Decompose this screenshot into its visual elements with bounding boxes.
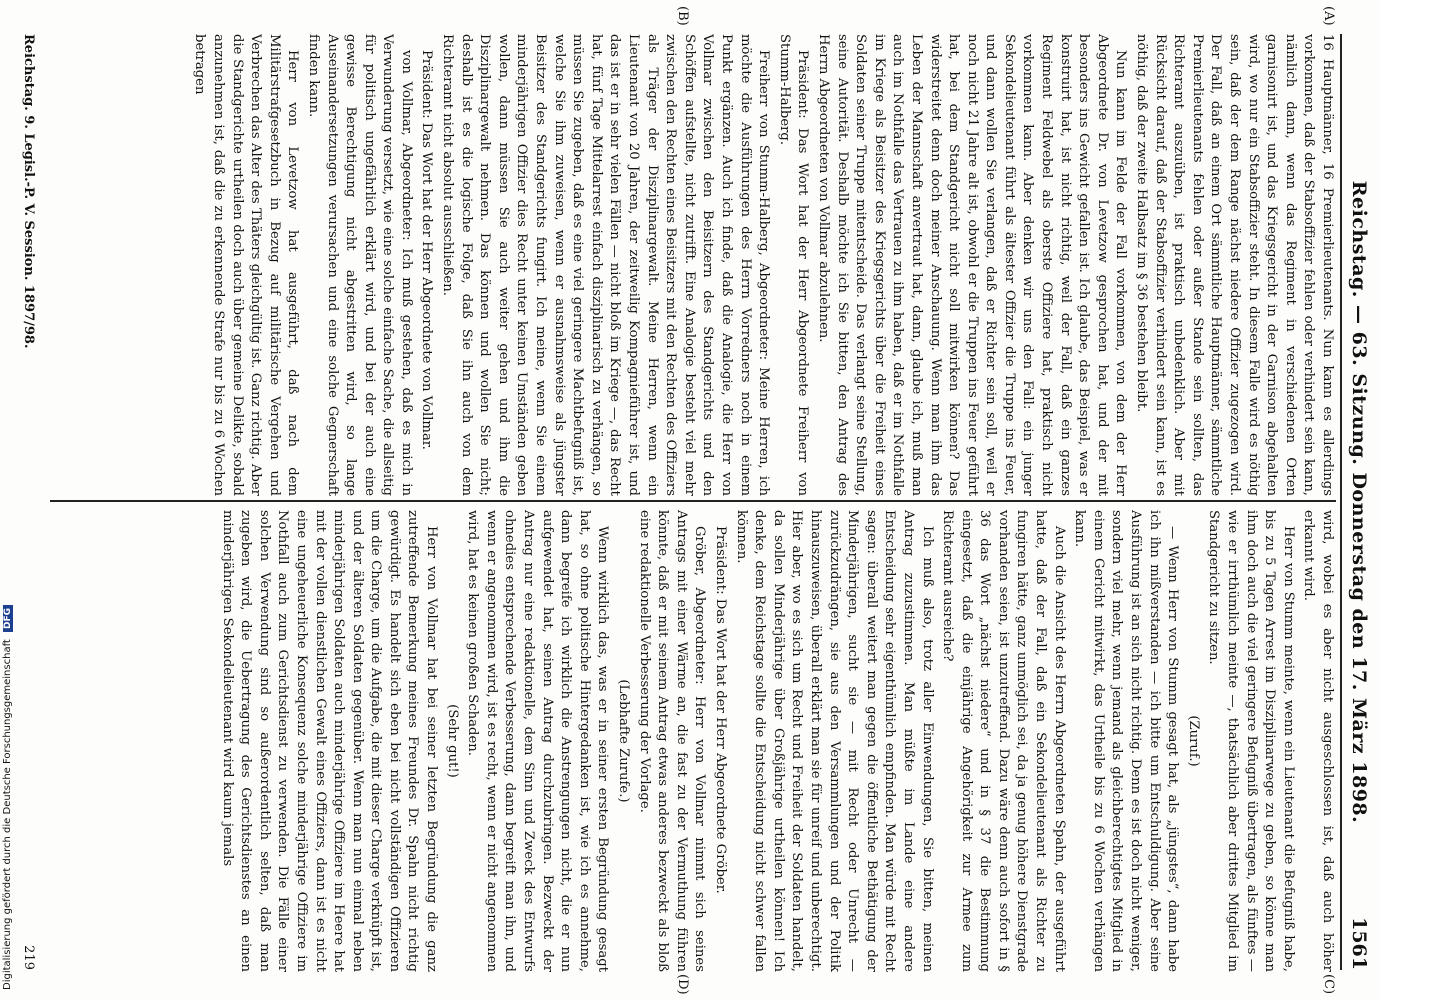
margin-marker-c: (C) — [1321, 974, 1336, 995]
paragraph: Herr von Stumm meinte, wenn ein Lieutenant die Befugniß habe, bis zu 5 Tagen Arrest im Disziplinarwege zu geben, so könne man ihm doch auch die viel geringere Befugniß übertragen, als fünftes — wie er irrthümlich meinte —, thatsächlich aber drittes Mitglied im Standgericht zu sitzen. — [1206, 510, 1296, 972]
footer-signature: 219 — [21, 945, 37, 970]
paragraph: Nun kann im Felde der Fall vorkommen, von dem der Herr Abgeordnete Dr. von Levetzow gesprochen hat, und der mit besonders ins Gewicht gefallen ist. Ich glaube, das Beispiel, was er konstruirt hat, ist nicht richtig, weil der Fall, daß ein ganzes Regiment Feldwebel als oberste Offiziere hat, praktisch nicht vorkommen kann. Aber denken wir uns den Fall: ein junger Sekondelieutenant führt als ältester Offizier die Truppe ins Feuer, und dann wollen Sie verlangen, daß er Richter sein soll, weil er noch nicht 21 Jahre alt ist, obwohl er die Truppen ins Feuer geführt hat, bei dem Standgericht nicht soll mitwirken können? Das widerstreitet denn doch meiner Anschauung. Wenn man ihm das Leben der Mannschaft anvertraut hat, dann, glaube ich, muß man auch im Nothfalle das Vertrauen zu ihm haben, daß er im Nothfalle im Kriege als Beisitzer des Kriegsgerichts über die Freiheit eines Soldaten seiner Truppe mitentscheide. Das verlangt seine Stellung, seine Autorität. Deshalb möchte ich Sie bitten, den Antrag des Herrn Abgeordneten von Vollmar abzulehnen. — [815, 34, 1129, 496]
page-header — [1340, 34, 1376, 970]
paragraph: Freiherr von Stumm-Halberg, Abgeordneter: Meine Herren, ich möchte die Ausführungen des Herrn Vorredners noch in einem Punkt ergänzen. Auch ich finde, daß die Analogie, die Herr von Vollmar zwischen den Beisitzern des Standgerichts und den Schöffen aufstellte, nicht zutrifft. Eine Analogie besteht viel mehr zwischen den Rechten eines Beisitzers mit den Rechten des Offiziers als Träger der Disziplinargewalt. Meine Herren, wenn ein Lieutenant von 20 Jahren, der zeitweilig Kompagnieführer ist, und das ist er in sehr vielen Fällen — nicht bloß im Kriege —, das Recht hat, fünf Tage Mittelarrest einfach disziplinarisch zu verhängen, so müssen Sie zugeben, daß es eine viel geringere Machtbefugniß ist, welche Sie ihm zuweisen, wenn er ausnahmsweise als jüngster Beisitzer des Standgerichts fungirt. Ich meine, wenn Sie einem minderjährigen Offizier dies Recht unter keinen Umständen geben wollen, dann müssen Sie auch weiter gehen und ihm die Disziplinargewalt nehmen. Das können und wollen Sie nicht; deshalb ist es die logische Folge, daß Sie ihn auch von dem Richteramt nicht absolut ausschließen. — [440, 34, 772, 496]
paragraph: Präsident: Das Wort hat der Herr Abgeordnete von Vollmar. — [419, 50, 435, 450]
page-title: Reichstag. — 63. Sitzung. Donnerstag den 17. März 1898. — [1348, 180, 1370, 824]
credit-text: Digitalisierung gefördert durch die Deutsche Forschungsgemeinschaft — [2, 639, 13, 990]
right-column — [46, 510, 1336, 972]
digitization-credit — [2, 605, 13, 990]
paragraph: Präsident: Das Wort hat der Herr Abgeordnete Gröber. — [713, 526, 728, 894]
left-column — [46, 34, 1336, 496]
paragraph: Wenn wirklich das, was er in seiner ersten Begründung gesagt hat, so ohne politische Hintergedanken ist, wie ich es annehme, dann begreife ich wirklich die Anstrengungen nicht, die er nun aufgewendet hat, seinen Antrag durchzubringen. Bezweckt der Antrag nur eine redaktionelle, dem Sinn und Zweck des Entwurfs ohnedies entsprechende Verbesserung, dann begreift man ihn, und wenn er angenommen wird, ist es recht, wenn er nicht angenommen wird, hat es keinen großen Schaden. — [465, 510, 611, 972]
paragraph: Gröber, Abgeordneter: Herr von Vollmar nimmt sich seines Antrags mit einer Wärme an, die fast zu der Vermuthung führen könnte, daß er mit seinem Antrag etwas anderes bezweckt als bloß eine redaktionelle Verbesserung der Vorlage. — [636, 510, 708, 972]
interjection: (Lebhafte Zurufe.) — [616, 679, 632, 803]
dfg-logo: DFG — [3, 605, 13, 632]
column-divider — [50, 500, 1336, 502]
page-footer — [18, 34, 40, 970]
interjection: (Zuruf.) — [1185, 715, 1201, 767]
paragraph: Präsident: Das Wort hat der Herr Abgeordnete Freiherr von Stumm-Halberg. — [776, 34, 811, 496]
margin-marker-d: (D) — [675, 974, 690, 995]
page-number: 1561 — [1348, 917, 1370, 970]
paragraph: Ich muß also, trotz aller Einwendungen, Sie bitten, meinen Antrag zuzustimmen. Man müßte im Lande eine andere Entscheidung sehr eigenthümlich empfinden. Man würde mit Recht sagen: überall weitert man gegen die öffentliche Bethätigung der Minderjährigen, sucht sie — mit Recht oder Unrecht — zurückzudrängen, sie aus den Versammlungen und der Politik hinauszuweisen, überall erklärt man sie für unreif und unberechtigt. Hier aber, wo es sich um Recht und Freiheit der Soldaten handelt, da sollen Minderjährige über Großjährige urtheilen können! Ich denke, dem Reichstage sollte die Entscheidung nicht schwer fallen können. — [733, 510, 935, 972]
paragraph: von Vollmar, Abgeordneter: Ich muß gestehen, daß es mich in Verwunderung versetzt, wie eine solche einfache Sache, die allseitig für politisch ungefährlich erklärt wird, und bei der auch eine gewisse Berechtigung nicht abgestritten wird, so lange Auseinandersetzungen verursachen und eine solche Gegnerschaft finden kann. — [305, 34, 414, 496]
paragraph: Herr von Vollmar hat bei seiner letzten Begründung die ganz zutreffende Bemerkung meines Freundes Dr. Spahn nicht richtig gewürdigt. Es handelt sich eben bei nicht vollständigen Offizieren um die Charge, um die Aufgabe, die mit dieser Charge verknüpft ist, und der älteren Soldaten gegenüber. Wenn man nun einmal neben minderjährigen Soldaten auch minderjährige Offiziere im Heere hat mit der vollen dienstlichen Gewalt eines Offiziers, dann ist es nicht eine ungeheuerliche Konsequenz solche minderjährige Offiziere im Nothfall auch zum Gerichtsdienst zu verwenden. Die Fälle einer solchen Verwendung sind so außerordentlich selten, daß man zugeben wird, die Uebertragung des Gerichtsdienstes an einen minderjährigen Sekondelieutenant wird kaum jemals — [219, 510, 440, 972]
paragraph: — Wenn Herr von Stumm gesagt hat, als „jüngstes“, dann habe ich ihn mißverstanden — ich bitte um Entschuldigung. Aber seine Ausführung ist an sich nicht richtig. Denn es ist doch nicht weniger, sondern viel mehr, wenn jemand als gleichberechtigtes Mitglied in einem Gericht mitwirkt, das Urtheile bis zu 6 Wochen verhängen kann. — [1072, 510, 1181, 972]
paragraph: 16 Hauptmänner, 16 Premierlieutenants. Nun kann es allerdings vorkommen, daß der Stabsoffizier fehlen oder verhindert sein kann, nämlich dann, wenn das Regiment in verschiedenen Orten garnisonirt ist, und das Kriegsgericht in der Garnison abgehalten wird, wo nur ein Stabsoffizier steht. In diesem Falle wird es nöthig sein, daß der dem Range nächst niedere Offizier zugezogen wird. Der Fall, daß an einem Ort sämmtliche Hauptmänner, sämmtliche Premierlieutenants fehlen oder außer Stande sein sollten, das Richteramt auszuüben, ist praktisch unbedenklich. Aber mit Rücksicht darauf, daß der Stabsoffizier verhindert sein kann, ist es nöthig, daß der zweite Halbsatz im § 36 bestehen bleibt. — [1134, 34, 1335, 496]
interjection: (Sehr gut!) — [444, 704, 460, 778]
margin-marker-b: (B) — [675, 6, 690, 26]
paragraph: Auch die Ansicht des Herrn Abgeordneten Spahn, der ausgeführt hatte, daß der Fall, daß ein Sekondelieutenant als Richter zu fungiren hätte, ganz unmöglich sei, da ja genug höhere Dienstgrade vorhanden seien, ist unzutreffend. Dazu wäre denn auch sofort in § 36 das Wort „nächst niedere“ und in § 37 die Bestimmung eingesetzt, daß die einjährige Angehörigkeit zur Armee zum Richteramt ausreiche? — [940, 510, 1067, 972]
margin-marker-a: (A) — [1321, 6, 1336, 26]
paragraph: Herr von Levetzow hat ausgeführt, daß nach dem Militärstrafgesetzbuch in Bezug auf militärische Vergehen und Verbrechen das Alter des Thäters gleichgültig ist. Ganz richtig. Aber die Standgerichte urtheilen doch auch über gemeine Delikte, sobald anzunehmen ist, daß die zu erkennende Strafe nur bis zu 6 Wochen betragen — [192, 34, 301, 496]
footer-source: Reichstag. 9. Legisl.-P. V. Session. 1897/98. — [21, 34, 37, 349]
paragraph: wird, wobei es aber nicht ausgeschlossen ist, daß auch höher erkannt wird. — [1301, 510, 1335, 972]
